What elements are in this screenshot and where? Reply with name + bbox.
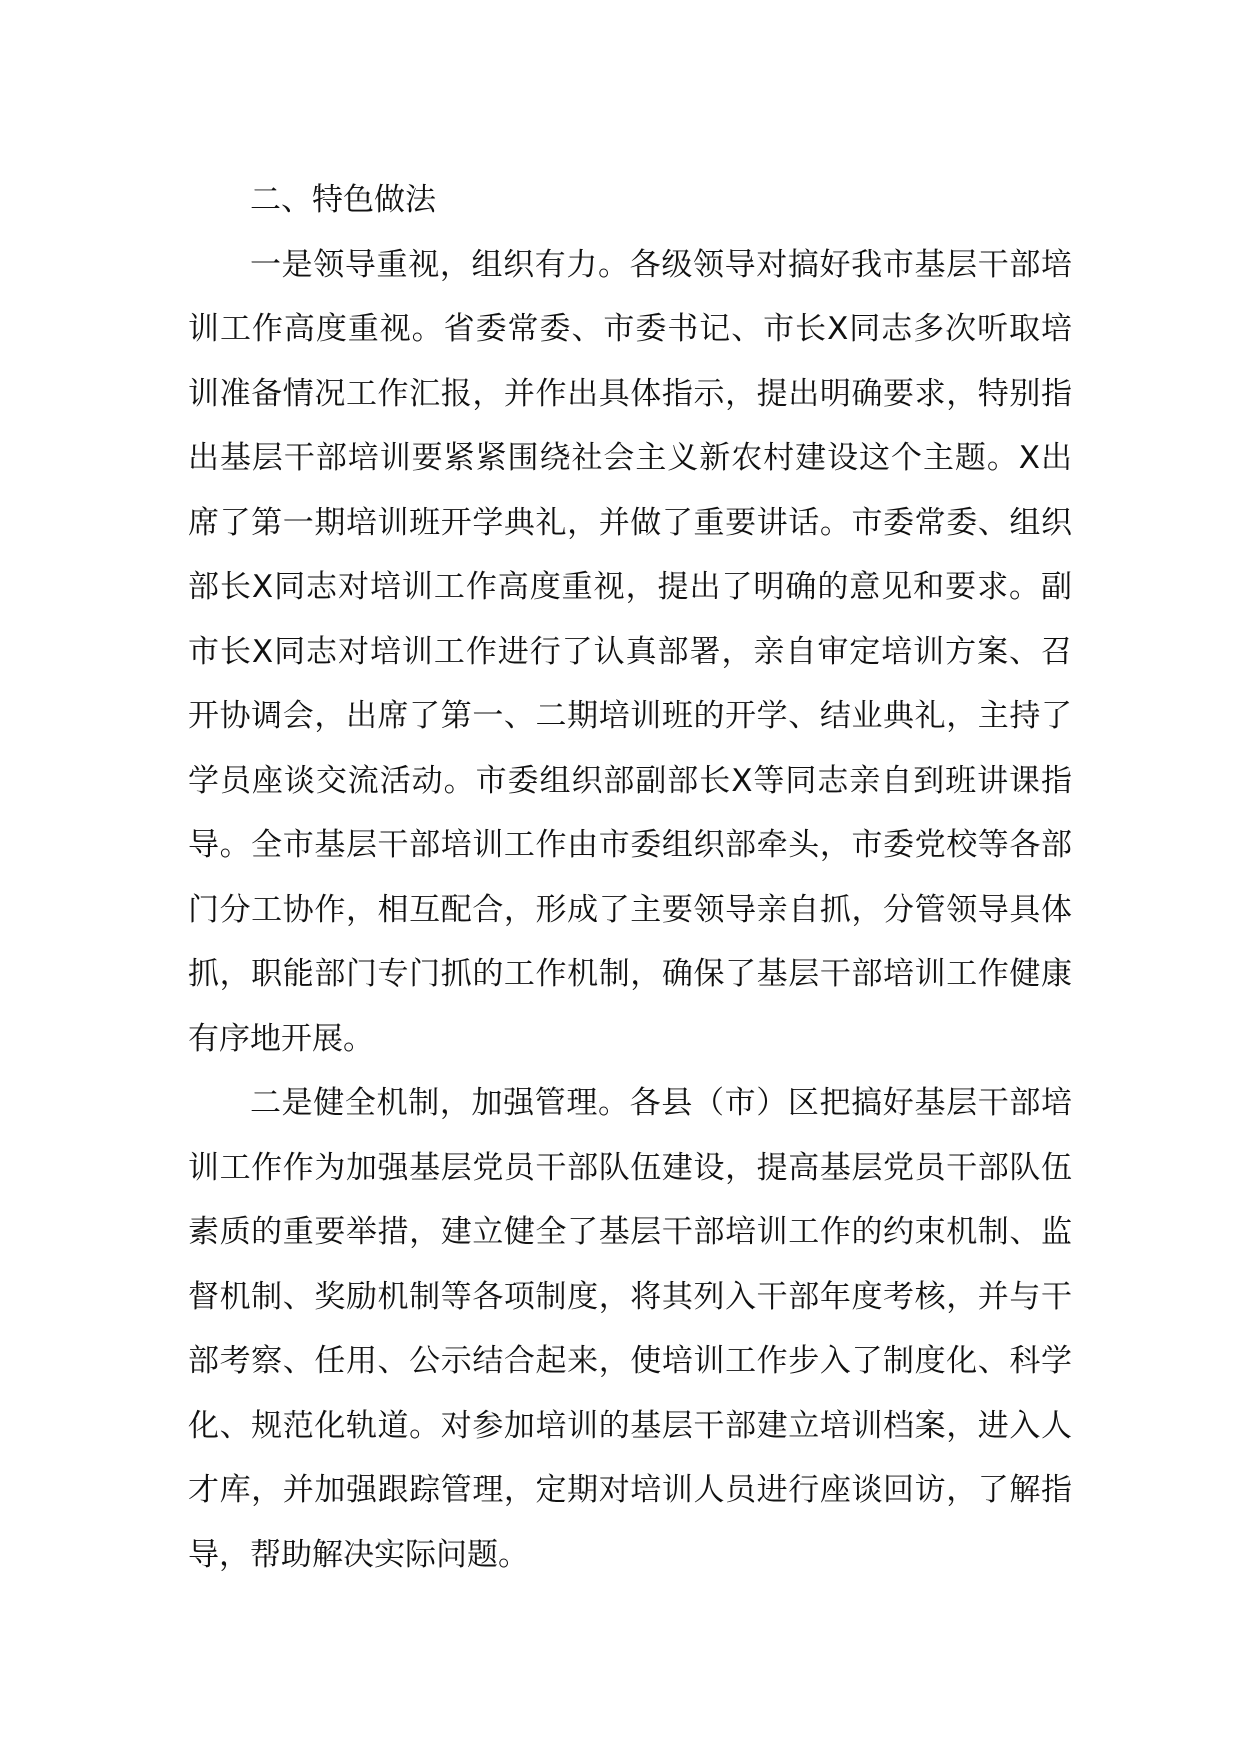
paragraph-mechanism: 二是健全机制，加强管理。各县（市）区把搞好基层干部培训工作作为加强基层党员干部队伍建设，提高基层党员干部队伍素质的重要举措，建立健全了基层干部培训工作的约束机制、监督机制、奖励机制等各项制度，将其列入干部年度考核，并与干部考察、任用、公示结合起来，使培训工作步入了制度化、科学化、规范化轨道。对参加培训的基层干部建立培训档案，进入人才库，并加强跟踪管理，定期对培训人员进行座谈回访，了解指导，帮助解决实际问题。 <box>188 1085 1072 1573</box>
section-heading: 二、特色做法 <box>250 182 436 218</box>
paragraph-leadership: 一是领导重视，组织有力。各级领导对搞好我市基层干部培训工作高度重视。省委常委、市委书记、市长X同志多次听取培训准备情况工作汇报，并作出具体指示，提出明确要求，特别指出基层干部培训要紧紧围绕社会主义新农村建设这个主题。X出席了第一期培训班开学典礼，并做了重要讲话。市委常委、组织部长X同志对培训工作高度重视，提出了明确的意见和要求。副市长X同志对培训工作进行了认真部署，亲自审定培训方案、召开协调会，出席了第一、二期培训班的开学、结业典礼，主持了学员座谈交流活动。市委组织部副部长X等同志亲自到班讲课指导。全市基层干部培训工作由市委组织部牵头，市委党校等各部门分工协作，相互配合，形成了主要领导亲自抓，分管领导具体抓，职能部门专门抓的工作机制，确保了基层干部培训工作健康有序地开展。 <box>188 246 1072 1057</box>
document-body <box>188 168 1072 1587</box>
